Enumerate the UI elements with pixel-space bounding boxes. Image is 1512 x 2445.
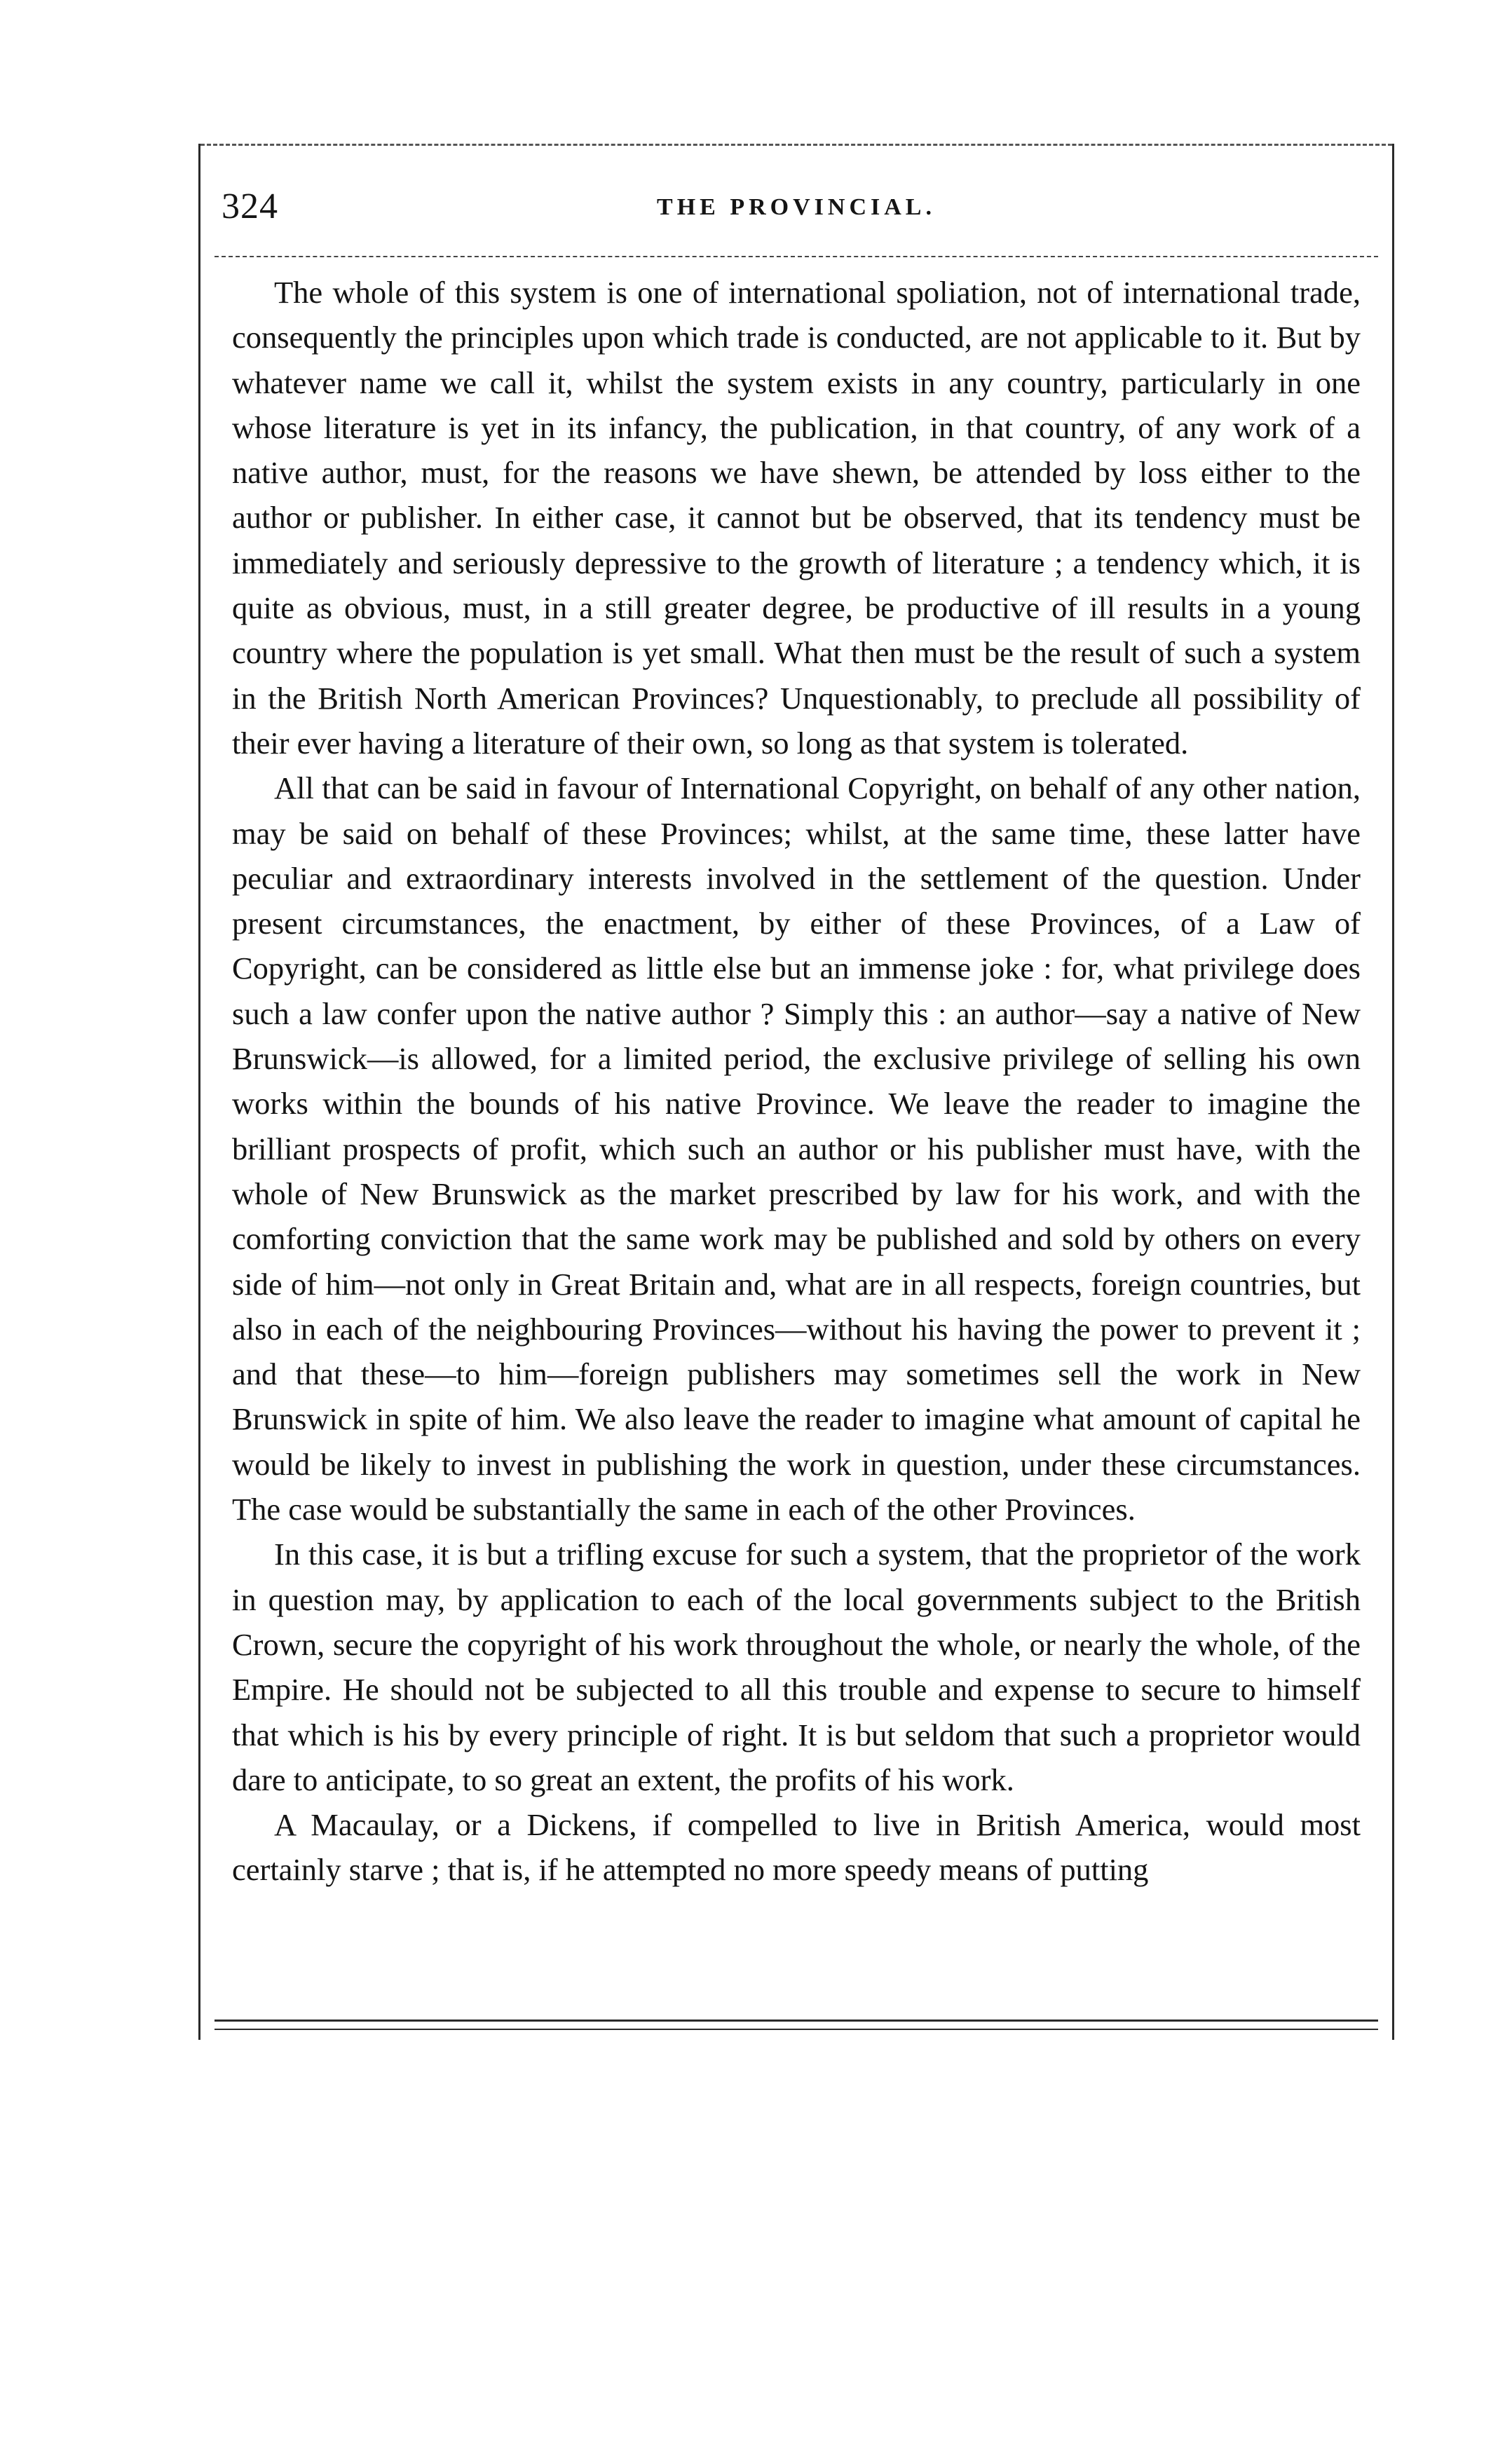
top-rule <box>200 144 1392 146</box>
paragraph: A Macaulay, or a Dickens, if compelled to live in British America, would most certainly starve ; that is, if he attempted no more speedy means of putting <box>232 1807 1361 1888</box>
paragraph: All that can be said in favour of International Copyright, on behalf of any other nation, may be said on behalf of these Provinces; whilst, at the same time, these latter have peculiar and extraordinary interests involved in the settlement of the question. Under present circumstances, the enactment, by either of these Provinces, of a Law of Copyright, can be considered as little else but an immense joke : for, what privilege does such a law confer upon the native author ? Simply this : an author—say a native of New Brunswick—is allowed, for a limited period, the exclusive privilege of selling his own works within the bounds of his native Province. We leave the reader to imagine the brilliant prospects of profit, which such an author or his publisher must have, with the whole of New Brunswick as the market prescribed by law for his work, and with the comforting conviction that the same work may be published and sold by others on every side of him—not only in Great Britain and, what are in all respects, foreign countries, but also in each of the neighbouring Provinces—without his having the power to prevent it ; and that these—to him—foreign publishers may sometimes sell the work in New Brunswick in spite of him. We also leave the reader to imagine what amount of capital he would be likely to invest in publishing the work in question, under these circumstances. The case would be substantially the same in each of the other Provinces. <box>232 770 1361 1527</box>
body-text <box>232 270 1361 1893</box>
page-number: 324 <box>222 186 278 226</box>
page-header <box>214 186 1378 235</box>
paragraph: The whole of this system is one of international spoliation, not of international trade, consequently the principles upon which trade is conducted, are not applicable to it. But by whatever name we call it, whilst the system exists in any country, particularly in one whose literature is yet in its infancy, the publication, in that country, of any work of a native author, must, for the reasons we have shewn, be attended by loss either to the author or publisher. In either case, it cannot but be observed, that its tendency must be immediately and seriously depressive to the growth of literature ; a tendency which, it is quite as obvious, must, in a still greater degree, be productive of ill results in a young country where the population is yet small. What then must be the result of such a system in the British North American Provinces? Unquestionably, to preclude all possibility of their ever having a literature of their own, so long as that system is tolerated. <box>232 275 1361 761</box>
bottom-rule <box>214 2020 1378 2022</box>
bottom-rule-inner <box>214 2029 1378 2030</box>
running-title: THE PROVINCIAL. <box>657 194 936 220</box>
paragraph: In this case, it is but a trifling excuse for such a system, that the proprietor of the work in question may, by application to each of the local governments subject to the British Crown, secure the copyright of his work throughout the whole, or nearly the whole, of the Empire. He should not be subjected to all this trouble and expense to secure to himself that which is his by every principle of right. It is but seldom that such a proprietor would dare to anticipate, to so great an extent, the profits of his work. <box>232 1537 1361 1797</box>
header-rule <box>214 256 1378 257</box>
page-frame <box>198 144 1394 2040</box>
